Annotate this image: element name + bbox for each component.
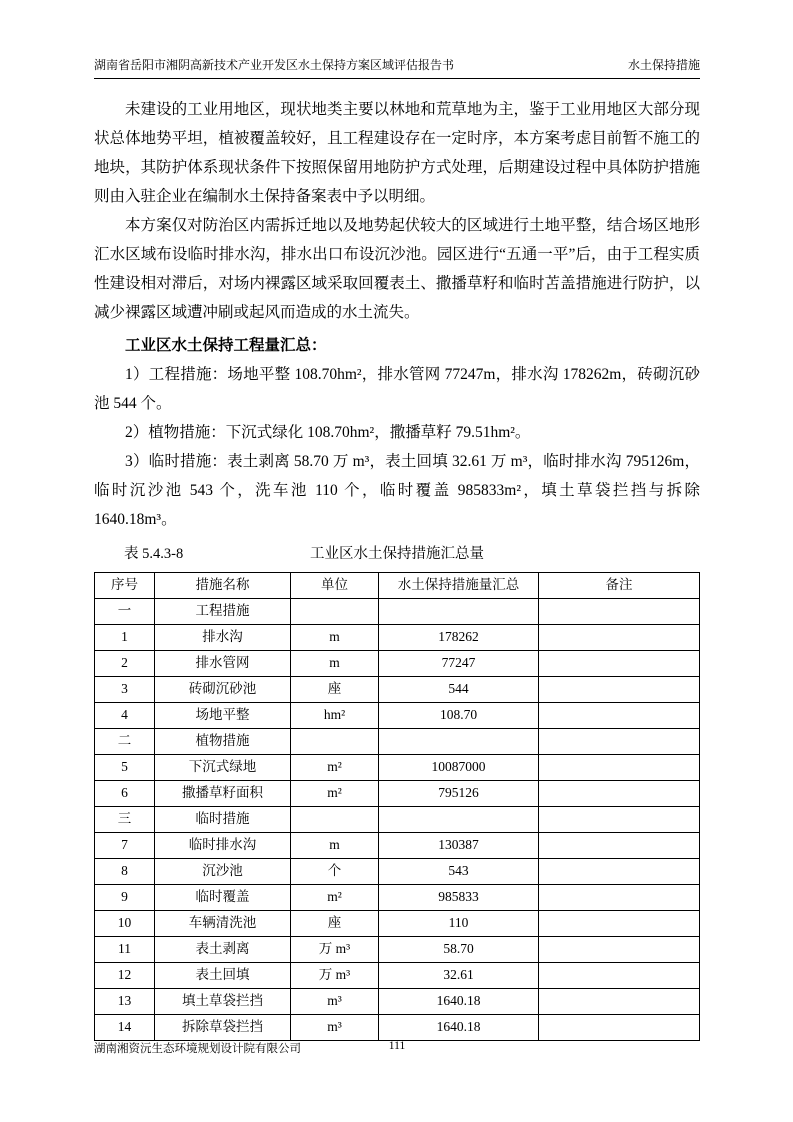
table-body [95,599,700,1041]
table-cell: 排水沟 [155,625,291,651]
table-cell: 排水管网 [155,651,291,677]
table-row [95,833,700,859]
footer-page-number: 111 [388,1040,406,1052]
section-heading: 工业区水土保持工程量汇总： [125,337,327,354]
table-cell [539,911,700,937]
table-row [95,885,700,911]
table-cell [539,963,700,989]
table-cell [539,1015,700,1041]
table-cell [539,937,700,963]
table-cell: 108.70 [379,703,539,729]
table-cell: 个 [291,859,379,885]
table-cell: m² [291,885,379,911]
header-right-text: 水土保持措施 [627,58,700,72]
table-cell [379,729,539,755]
table-cell: 下沉式绿地 [155,755,291,781]
table-cell [539,755,700,781]
table-row [95,677,700,703]
table-caption-label: 表 5.4.3-8 [124,546,184,562]
table-row [95,651,700,677]
table-cell [539,781,700,807]
table-row [95,911,700,937]
table-cell: 拆除草袋拦挡 [155,1015,291,1041]
table-row [95,625,700,651]
table-cell: 车辆清洗池 [155,911,291,937]
table-cell: 二 [95,729,155,755]
table-cell: m [291,651,379,677]
table-cell: 2 [95,651,155,677]
table-cell: 543 [379,859,539,885]
table-cell [539,885,700,911]
table-cell: 1640.18 [379,989,539,1015]
table-row [95,599,700,625]
list-item: 1）工程措施：场地平整 108.70hm²，排水管网 77247m，排水沟 178262m，砖砌沉砂池 544 个。 [94,366,700,412]
table-cell [539,807,700,833]
table-row [95,755,700,781]
table-cell: m [291,833,379,859]
table-cell: 130387 [379,833,539,859]
table-cell: 植物措施 [155,729,291,755]
table-cell: 10087000 [379,755,539,781]
table-cell: 万 m³ [291,937,379,963]
table-cell: 撒播草籽面积 [155,781,291,807]
header-left-text: 湖南省岳阳市湘阴高新技术产业开发区水土保持方案区域评估报告书 [94,58,455,72]
table-cell: 表土剥离 [155,937,291,963]
footer-company: 湖南湘资沅生态环境规划设计院有限公司 [94,1043,301,1055]
table-cell: 砖砌沉砂池 [155,677,291,703]
table-caption [94,542,700,566]
page-footer [94,1040,700,1056]
table-cell: 一 [95,599,155,625]
table-cell: 1 [95,625,155,651]
table-row [95,989,700,1015]
table-caption-title: 工业区水土保持措施汇总量 [310,546,484,562]
paragraph: 本方案仅对防治区内需拆迁地以及地势起伏较大的区域进行土地平整，结合场区地形汇水区域布设临时排水沟，排水出口布设沉沙池。园区进行“五通一平”后，由于工程实质性建设相对滞后，对场内裸露区域采取回覆表土、撒播草籽和临时苫盖措施进行防护，以减少裸露区域遭冲刷或起风而造成的水土流失。 [94,217,700,321]
table-cell [539,729,700,755]
table-row [95,963,700,989]
table-cell [539,651,700,677]
table-cell [291,807,379,833]
table-row [95,1015,700,1041]
table-cell: 12 [95,963,155,989]
table-cell [379,599,539,625]
table-row [95,859,700,885]
table-cell: 13 [95,989,155,1015]
table-cell [539,703,700,729]
table-cell [539,625,700,651]
table-cell: m [291,625,379,651]
table-header-cell: 水土保持措施量汇总 [379,573,539,599]
table-row [95,807,700,833]
table-cell [539,833,700,859]
table-cell: m² [291,781,379,807]
table-cell: 沉沙池 [155,859,291,885]
table-cell: 临时排水沟 [155,833,291,859]
table-cell: 7 [95,833,155,859]
table-cell: 工程措施 [155,599,291,625]
summary-table [94,572,700,1041]
table-row [95,703,700,729]
table-cell: 795126 [379,781,539,807]
page-content [94,95,700,1041]
table-cell [539,599,700,625]
table-cell: hm² [291,703,379,729]
table-cell [291,599,379,625]
table-cell: 77247 [379,651,539,677]
table-cell: 临时覆盖 [155,885,291,911]
table-header-cell: 序号 [95,573,155,599]
table-cell: 8 [95,859,155,885]
table-header-row [95,573,700,599]
table-cell [539,677,700,703]
table-cell [539,989,700,1015]
table-cell: 座 [291,911,379,937]
table-header-cell: 备注 [539,573,700,599]
table-row [95,781,700,807]
table-cell: 填土草袋拦挡 [155,989,291,1015]
page-header [94,56,700,79]
table-cell [379,807,539,833]
table-row [95,937,700,963]
list-item: 2）植物措施：下沉式绿化 108.70hm²，撒播草籽 79.51hm²。 [125,424,531,441]
table-cell: 110 [379,911,539,937]
table-cell: 6 [95,781,155,807]
table-cell: 11 [95,937,155,963]
table-header-cell: 单位 [291,573,379,599]
table-cell: 58.70 [379,937,539,963]
table-header-cell: 措施名称 [155,573,291,599]
table-row [95,729,700,755]
list-item: 3）临时措施：表土剥离 58.70 万 m³，表土回填 32.61 万 m³，临时排水沟 795126m，临时沉沙池 543 个，洗车池 110 个，临时覆盖 985833m²，填土草袋拦挡与拆除 1640.18m³。 [94,453,700,528]
table-cell: 3 [95,677,155,703]
table-cell: m³ [291,1015,379,1041]
table-cell: 544 [379,677,539,703]
table-cell: 5 [95,755,155,781]
table-cell: m³ [291,989,379,1015]
table-cell: 14 [95,1015,155,1041]
table-cell: 万 m³ [291,963,379,989]
table-cell [291,729,379,755]
table-cell: 座 [291,677,379,703]
table-cell: 临时措施 [155,807,291,833]
table-cell: 4 [95,703,155,729]
table-cell: 178262 [379,625,539,651]
table-cell: 985833 [379,885,539,911]
table-cell: 三 [95,807,155,833]
table-cell: 1640.18 [379,1015,539,1041]
table-cell: 32.61 [379,963,539,989]
paragraph: 未建设的工业用地区，现状地类主要以林地和荒草地为主，鉴于工业用地区大部分现状总体地势平坦，植被覆盖较好，且工程建设存在一定时序，本方案考虑目前暂不施工的地块，其防护体系现状条件下按照保留用地防护方式处理，后期建设过程中具体防护措施则由入驻企业在编制水土保持备案表中予以明细。 [94,101,700,205]
table-cell: 表土回填 [155,963,291,989]
table-cell: 场地平整 [155,703,291,729]
table-cell: m² [291,755,379,781]
table-cell [539,859,700,885]
table-cell: 9 [95,885,155,911]
table-cell: 10 [95,911,155,937]
